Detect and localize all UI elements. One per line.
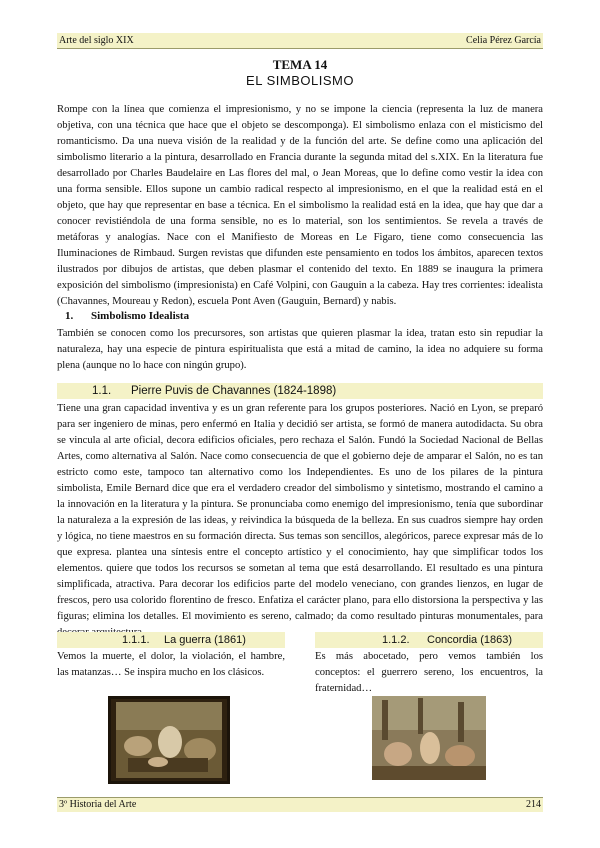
section-paragraph: También se conocen como los precursores, son artistas que quieren plasmar la idea, tratan esto sin repudiar la naturaleza, hay una especie de pintura espiritualista que está a mitad de camino, la idea no adquiere su forma plena (aunque no lo hace con ningún grupo). <box>57 328 543 371</box>
footer-course: 3º Historia del Arte <box>59 799 137 810</box>
intro-paragraph: Rompe con la línea que comienza el impresionismo, y no se impone la ciencia (representa la luz de manera objetiva, con una técnica que hace que el objeto se descomponga). El simbolismo enlaza con el misticismo del romanticismo. Da una nueva visión de la realidad y de la función del arte. Se define como una aplicación del simbolismo literario a la pintura, desarrollado en Francia durante la segunda mitad del s.XIX. En la literatura fue desarrollado por Charles Baudelaire en Las flores del mal, o Jean Moreas, que lo define como vestir la idea con una forma sensible. Ellos supone un cambio radical respecto al impresionismo, en el que la realidad está en el objeto, que hay que representar en base a técnica. En el simbolismo la realidad está en la idea, que hay que dar a conocer revistiéndola de una forma sensible, no es lo material, son los sentimientos. Se revela a través de metáforas y analogías. Nace con el Manifiesto de Moreas en Le Figaro, tiene como consecuencia las Iluminaciones de Rimbaud. Surgen revistas que difunden este pensamiento en todos los ámbitos, aparecen textos ilustrados por dibujos de artistas, que deben plasmar el contenido del texto. En 1889 se inaugura la primera exposición del simbolismo (impresionista) en Café Volpini, con Gauguin a la cabeza. Hay tres corrientes: idealista (Chavannes, Moureau y Redon), escuela Pont Aven (Gauguin, Bernard) y nabis. <box>57 104 543 307</box>
work-title: La guerra (1861) <box>164 634 246 646</box>
work-number: 1.1.2. <box>382 634 410 646</box>
subsection-paragraph: Tiene una gran capacidad inventiva y es un gran referente para los grupos posteriores. Nació en Lyon, se preparó para ser ingeniero de minas, pero enfermó en Italia y decidió ser artista, se formó de manera autodidacta. Su obra se vincula al arte oficial, decora edificios oficiales, pero rechaza el Salón. Fundó la Sociedad Nacional de Bellas Artes, como alternativa al Salón. Nace como consecuencia de que el gobierno deje de amparar el Salón, no es tan estricto como este, tampoco tan alternativo como los Independientes. Es uno de los pilares de la pintura simbolista, Emile Bernard dice que era el verdadero creador del simbolismo y sintetismo, mostrando el camino a la innovación en la literatura y la pintura. Se pronunciaba como enemigo del impresionismo, tenía que subordinar la naturaleza a la expresión de las ideas, y reivindica la búsqueda de la belleza. En sus cuadros siempre hay orden y lógica, no tiene maestros en su formación directa. Sus temas son sencillos, alegóricos, parece expresar más de lo que expresa. plantea una síntesis entre el concepto artístico y el conocimiento, hay que simplificar todos los elementos. quiere que todos los recursos se sometan al tema que está desarrollando. El resultado es una pintura simplificada, atractiva. Para decorar los edificios parte del modelo veneciano, con grandes lienzos, en lugar de frescos, pero usa colorido florentino de fresco. Enfatiza el carácter plano, para ello distorsiona la perspectiva y las figuras; elimina los detalles. El movimiento es sereno, calmado; da como resultado pinturas monumentales, para <box>57 403 543 622</box>
page-number: 214 <box>526 799 541 810</box>
subsection-title: Pierre Puvis de Chavannes (1824-1898) <box>131 385 337 397</box>
work-number: 1.1.1. <box>122 634 150 646</box>
work-description-guerra: Vemos la muerte, el dolor, la violación, el hambre, las matanzas… Se inspira mucho en los clásicos. <box>57 651 285 678</box>
section-heading <box>57 310 189 322</box>
painting-la-guerra <box>108 696 230 784</box>
painting-concordia-image <box>372 696 486 780</box>
subsection-heading <box>57 383 543 399</box>
header-course: Arte del siglo XIX <box>59 35 134 46</box>
work-heading-concordia <box>315 632 543 648</box>
page-footer <box>57 797 543 812</box>
page-header <box>57 33 543 49</box>
work-heading-guerra <box>57 632 285 648</box>
painting-concordia <box>372 696 486 780</box>
section-number: 1. <box>65 310 74 322</box>
subsection-number: 1.1. <box>92 385 112 397</box>
work-description-concordia: Es más abocetado, pero vemos también los conceptos: el guerrero sereno, los encuentros, la fraternidad… <box>315 651 543 694</box>
painting-la-guerra-image <box>108 696 230 784</box>
chapter-number: TEMA 14 <box>272 57 328 72</box>
work-title: Concordia (1863) <box>427 634 512 646</box>
header-author: Celia Pérez García <box>466 35 541 46</box>
section-title: Simbolismo Idealista <box>91 310 190 322</box>
chapter-title: EL SIMBOLISMO <box>246 73 354 88</box>
